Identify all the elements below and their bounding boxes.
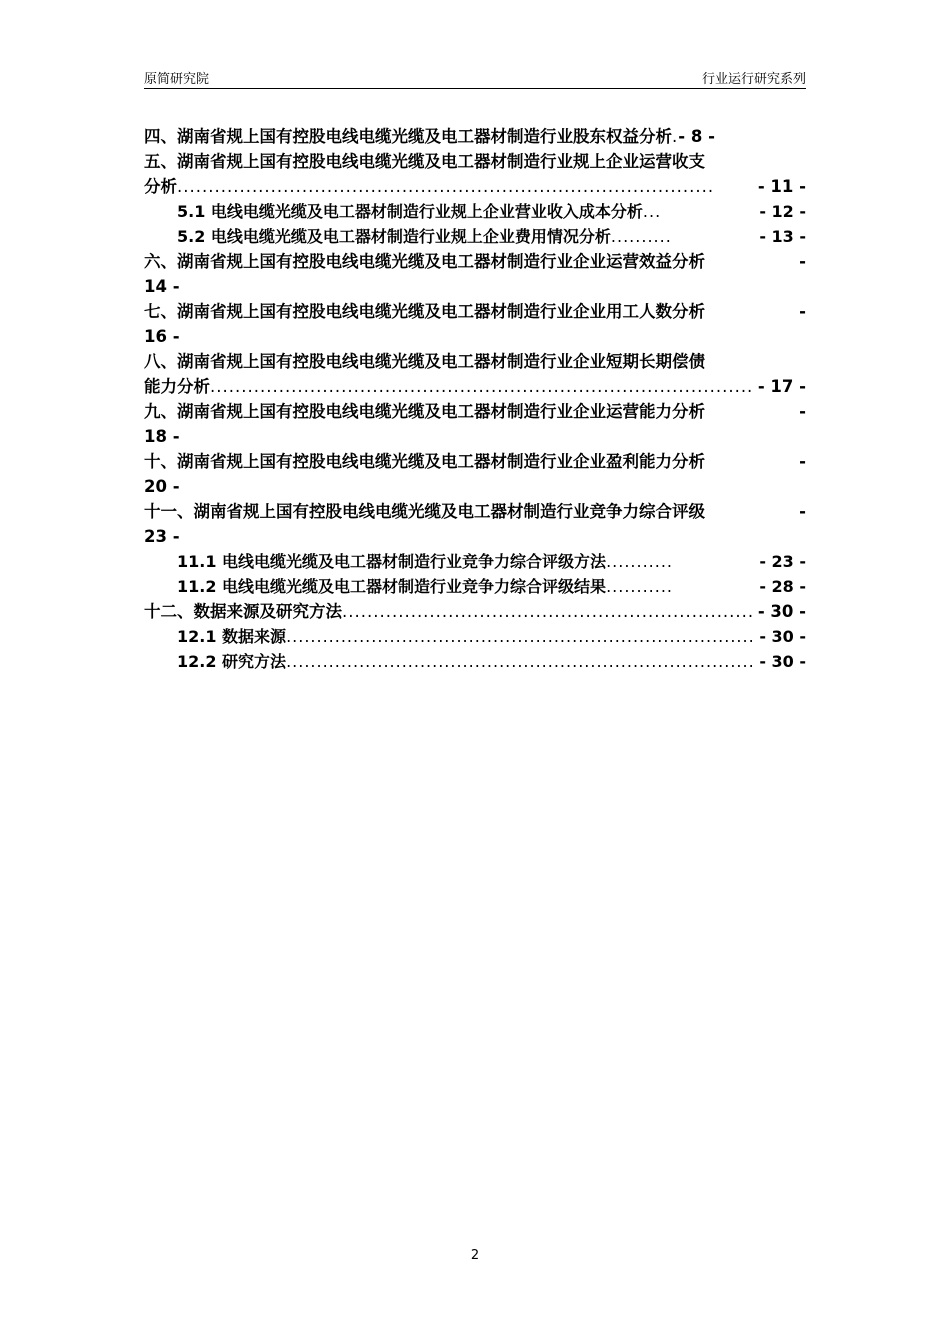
toc-page-number: - 30 -	[757, 602, 806, 621]
toc-entry-title: 11.2 电线电缆光缆及电工器材制造行业竞争力综合评级结果	[177, 577, 607, 596]
toc-entry[interactable]	[144, 624, 806, 649]
toc-entry[interactable]	[144, 649, 806, 674]
toc-dot-leader: ......................................................................................	[177, 177, 715, 196]
toc-entry-title: 分析	[144, 177, 177, 196]
toc-entry[interactable]	[144, 124, 806, 149]
table-of-contents	[144, 124, 806, 674]
toc-dot-leader: .............................................................................	[286, 652, 755, 671]
toc-entry[interactable]	[144, 549, 806, 574]
toc-entry[interactable]	[144, 274, 806, 299]
toc-entry-title: 四、湖南省规上国有控股电线电缆光缆及电工器材制造行业股东权益分析	[144, 127, 672, 146]
toc-entry-title: 八、湖南省规上国有控股电线电缆光缆及电工器材制造行业企业短期长期偿债	[144, 352, 705, 371]
toc-entry[interactable]	[144, 399, 806, 424]
toc-entry[interactable]	[144, 374, 806, 399]
toc-entry-title: 六、湖南省规上国有控股电线电缆光缆及电工器材制造行业企业运营效益分析	[144, 252, 705, 271]
toc-entry-title: 11.1 电线电缆光缆及电工器材制造行业竞争力综合评级方法	[177, 552, 607, 571]
toc-page-number: -	[799, 502, 806, 521]
toc-dot-leader: ...	[642, 202, 662, 221]
toc-page-number: - 28 -	[759, 577, 806, 596]
toc-page-number: - 30 -	[759, 652, 806, 671]
toc-page-number: - 23 -	[759, 552, 806, 571]
toc-page-number: - 12 -	[759, 202, 806, 221]
toc-entry-title: 能力分析	[144, 377, 210, 396]
toc-page-number: -	[799, 302, 806, 321]
toc-entry[interactable]	[144, 249, 806, 274]
toc-dot-leader: ...........	[606, 552, 674, 571]
toc-entry-title: 七、湖南省规上国有控股电线电缆光缆及电工器材制造行业企业用工人数分析	[144, 302, 705, 321]
toc-entry-title: 20 -	[144, 477, 180, 496]
toc-entry[interactable]	[144, 574, 806, 599]
page-number: 2	[470, 1248, 480, 1263]
toc-entry-title: 23 -	[144, 527, 180, 546]
toc-entry-title: 5.1 电线电缆光缆及电工器材制造行业规上企业营业收入成本分析	[177, 202, 643, 221]
header-org-name: 原简研究院	[144, 72, 210, 87]
toc-entry[interactable]	[144, 224, 806, 249]
toc-entry[interactable]	[144, 524, 806, 549]
toc-entry[interactable]	[144, 199, 806, 224]
toc-entry-title: 十一、湖南省规上国有控股电线电缆光缆及电工器材制造行业竞争力综合评级	[144, 502, 705, 521]
toc-entry[interactable]	[144, 174, 806, 199]
toc-entry-title: 九、湖南省规上国有控股电线电缆光缆及电工器材制造行业企业运营能力分析	[144, 402, 705, 421]
toc-entry-title: 十二、数据来源及研究方法	[144, 602, 342, 621]
toc-entry[interactable]	[144, 299, 806, 324]
toc-entry[interactable]	[144, 599, 806, 624]
toc-entry[interactable]	[144, 449, 806, 474]
toc-entry-title: 12.1 数据来源	[177, 627, 287, 646]
toc-page-number: - 8 -	[678, 127, 715, 146]
toc-dot-leader: ...........	[606, 577, 674, 596]
toc-dot-leader: .......................................................................................	[210, 377, 754, 396]
toc-dot-leader: ..................................................................	[342, 602, 755, 621]
toc-page-number: -	[799, 452, 806, 471]
toc-entry-title: 5.2 电线电缆光缆及电工器材制造行业规上企业费用情况分析	[177, 227, 611, 246]
toc-entry[interactable]	[144, 424, 806, 449]
toc-page-number: -	[799, 252, 806, 271]
toc-entry-title: 五、湖南省规上国有控股电线电缆光缆及电工器材制造行业规上企业运营收支	[144, 152, 705, 171]
header-series-name: 行业运行研究系列	[701, 72, 806, 87]
toc-entry[interactable]	[144, 349, 806, 374]
toc-page-number: - 17 -	[757, 377, 806, 396]
toc-page-number: - 30 -	[759, 627, 806, 646]
toc-entry[interactable]	[144, 474, 806, 499]
toc-entry[interactable]	[144, 499, 806, 524]
toc-dot-leader: .	[672, 127, 679, 146]
toc-entry-title: 18 -	[144, 427, 180, 446]
toc-dot-leader: .............................................................................	[286, 627, 755, 646]
toc-entry-title: 16 -	[144, 327, 180, 346]
toc-page-number: - 13 -	[759, 227, 806, 246]
toc-entry-title: 14 -	[144, 277, 180, 296]
toc-entry-title: 十、湖南省规上国有控股电线电缆光缆及电工器材制造行业企业盈利能力分析	[144, 452, 705, 471]
page-header	[144, 68, 806, 89]
toc-entry-title: 12.2 研究方法	[177, 652, 287, 671]
toc-entry[interactable]	[144, 324, 806, 349]
toc-page-number: - 11 -	[757, 177, 806, 196]
toc-entry[interactable]	[144, 149, 806, 174]
toc-page-number: -	[799, 402, 806, 421]
toc-dot-leader: ..........	[610, 227, 672, 246]
